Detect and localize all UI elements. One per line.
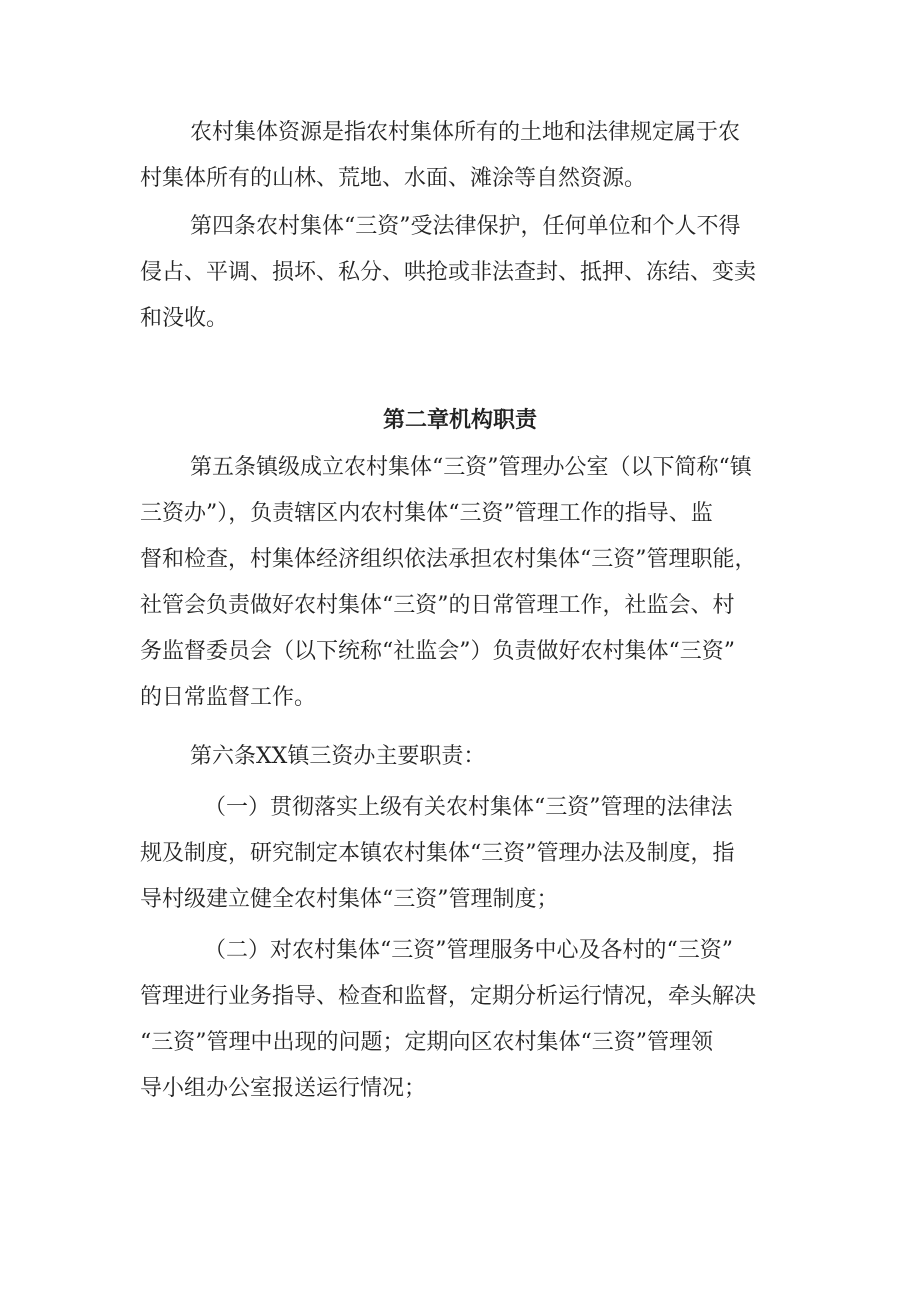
paragraph-collective-resources <box>140 110 782 202</box>
text-line: 第五条镇级成立农村集体“三资”管理办公室（以下简称“镇 <box>190 455 752 480</box>
text-line: 规及制度，研究制定本镇农村集体“三资”管理办法及制度，指 <box>140 841 735 866</box>
text-line: 导村级建立健全农村集体“三资”管理制度； <box>140 887 559 912</box>
paragraph-article-5 <box>140 445 782 721</box>
text-line: 督和检查，村集体经济组织依法承担农村集体“三资”管理职能， <box>140 547 757 572</box>
text-line: （一）贯彻落实上级有关农村集体“三资”管理的法律法 <box>204 795 733 820</box>
text-line: 农村集体资源是指农村集体所有的土地和法律规定属于农 <box>190 120 741 145</box>
paragraph-article-6 <box>140 734 782 780</box>
text-line: 三资办”），负责辖区内农村集体“三资”管理工作的指导、监 <box>140 501 713 526</box>
text-line: “三资”管理中出现的问题；定期向区农村集体“三资”管理领 <box>140 1030 713 1055</box>
text-line: 社管会负责做好农村集体“三资”的日常管理工作，社监会、村 <box>140 593 735 618</box>
chapter-heading: 第二章机构职责 <box>382 408 537 433</box>
paragraph-article-4 <box>140 204 782 342</box>
text-line: 村集体所有的山林、荒地、水面、滩涂等自然资源。 <box>140 166 647 191</box>
text-line: 管理进行业务指导、检查和监督，定期分析运行情况，牵头解决 <box>140 984 757 1009</box>
text-line: 第四条农村集体“三资”受法律保护，任何单位和个人不得 <box>190 214 741 239</box>
paragraph-duty-1 <box>140 785 782 923</box>
text-line: （二）对农村集体“三资”管理服务中心及各村的“三资” <box>204 938 733 963</box>
text-line: 务监督委员会（以下统称“社监会”）负责做好农村集体“三资” <box>140 639 735 664</box>
text-line: 导小组办公室报送运行情况； <box>140 1076 427 1101</box>
text-line: 侵占、平调、损坏、私分、哄抢或非法查封、抵押、冻结、变卖 <box>140 260 757 285</box>
text-line: 第六条XX镇三资办主要职责： <box>190 744 486 769</box>
paragraph-duty-2 <box>140 928 782 1112</box>
text-line: 的日常监督工作。 <box>140 685 317 710</box>
text-line: 和没收。 <box>140 306 229 331</box>
